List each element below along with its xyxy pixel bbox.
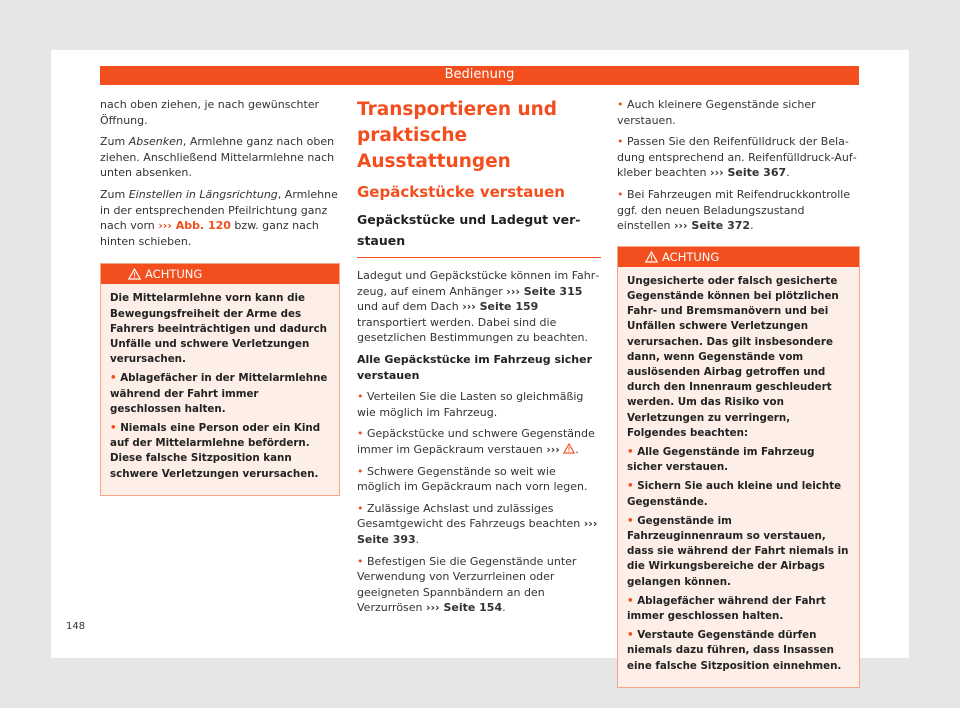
figure-link[interactable]: ››› Abb. 120: [158, 219, 231, 233]
column-left: [100, 97, 340, 496]
paragraph: Ladegut und Gepäckstücke können im Fahrzeug, auf einem Anhänger ››› Seite 315 und auf dem Dach ››› Seite 159 transportiert werden. Dabei sind die gesetzlichen Bestimmungen zu beachten.: [357, 269, 600, 345]
warning-bullet: • Ablagefächer während der Fahrt immer geschlossen halten.: [627, 594, 826, 623]
document-page: [51, 50, 909, 672]
warning-title: ACHTUNG: [662, 249, 720, 264]
warning-bullet: • Niemals eine Person oder ein Kind auf der Mittelarmlehne befördern. Diese falsche Sitzposition kann schwere Verletzungen verursachen.: [110, 421, 321, 480]
page-link[interactable]: ››› Seite 367: [710, 166, 787, 180]
list-item: • Verteilen Sie die Lasten so gleichmäßig wie möglich im Fahrzeug.: [357, 390, 584, 419]
subsection-heading: Gepäckstücke und Ladegut verstauen: [357, 209, 601, 258]
column-middle: [357, 97, 601, 622]
page-link[interactable]: ››› Seite 159: [462, 300, 539, 314]
list-item: • Zulässige Achslast und zulässiges Gesamtgewicht des Fahrzeugs beachten ››› Seite 393.: [357, 501, 598, 546]
warning-title: ACHTUNG: [145, 267, 203, 282]
page-number: 148: [66, 621, 86, 632]
warning-bullet: • Ablagefächer in der Mittelarmlehne während der Fahrt immer geschlossen halten.: [110, 372, 328, 415]
warning-triangle-icon[interactable]: [563, 443, 575, 454]
list-item: • Bei Fahrzeugen mit Reifendruckkontrolle ggf. den neuen Beladungszustand einstellen ››› Seite 372.: [617, 187, 851, 233]
section-header-bar: [100, 66, 859, 85]
section-heading: Gepäckstücke verstauen: [357, 183, 565, 201]
warning-triangle-icon: [128, 268, 141, 280]
subheading: Alle Gepäckstücke im Fahrzeug sicher verstauen: [357, 352, 592, 382]
list-item: • Passen Sie den Reifenfülldruck der Beladung entsprechend an. Reifenfülldruck-Aufkleber beachten ››› Seite 367.: [617, 135, 857, 180]
list-item: • Auch kleinere Gegenstände sicher verstauen.: [617, 98, 816, 127]
warning-bullet: • Alle Gegenstände im Fahrzeug sicher verstauen.: [627, 445, 815, 474]
page-link[interactable]: ›››: [546, 442, 560, 456]
warning-bullet: • Sichern Sie auch kleine und leichte Gegenstände.: [627, 480, 842, 508]
list-item: • Befestigen Sie die Gegenstände unter Verwendung von Verzurrleinen oder geeigneten Spannbändern an den Verzurrösen ››› Seite 154.: [357, 554, 577, 615]
warning-body: [618, 267, 859, 687]
list-item: • Gepäckstücke und schwere Gegenstände immer im Gepäckraum verstauen ››› .: [357, 427, 595, 456]
paragraph: nach oben ziehen, je nach gewünschter Öffnung.: [100, 98, 320, 127]
warning-header: [618, 247, 859, 267]
paragraph: Zum Absenken, Armlehne ganz nach oben ziehen. Anschließend Mittelarmlehne nach unten absenken.: [100, 135, 335, 180]
list-item: • Schwere Gegenstände so weit wie möglich im Gepäckraum nach vorn legen.: [357, 464, 588, 494]
warning-header: [101, 264, 339, 284]
warning-bullet: • Verstaute Gegenstände dürfen niemals dazu führen, dass Insassen eine falsche Sitzposition einnehmen.: [627, 629, 842, 672]
warning-triangle-icon: [645, 251, 658, 263]
chapter-heading: Transportieren und praktische Ausstattungen: [357, 99, 558, 172]
warning-text: Ungesicherte oder falsch gesicherte Gegenstände können bei plötzlichen Fahr- und Bremsmanövern und bei Unfällen schwere Verletzungen verursachen. Das gilt insbesondere dann, wenn Gegenstände vom auslösenden Airbag getroffen und durch den Innenraum geschleudert werden. Um das Risiko von Verletzungen zu verringern, Folgendes beachten:: [627, 274, 839, 439]
page-link[interactable]: ››› Seite 154: [426, 601, 503, 615]
page-link[interactable]: ››› Seite 372: [673, 219, 751, 233]
warning-text: Die Mittelarmlehne vorn kann die Bewegungsfreiheit der Arme des Fahrers beeinträchtigen und dadurch Unfälle und schwere Verletzungen verursachen.: [110, 292, 328, 366]
page-link[interactable]: ››› Seite 315: [506, 284, 583, 298]
paragraph: Zum Einstellen in Längsrichtung, Armlehne in der entsprechenden Pfeilrichtung ganz nach vorn ››› Abb. 120 bzw. ganz nach hinten schieben.: [100, 187, 338, 248]
column-right: [617, 97, 860, 688]
warning-box: [617, 246, 860, 688]
page-link[interactable]: ››› Seite 393: [357, 517, 598, 546]
warning-box: [100, 263, 340, 495]
warning-body: [101, 284, 339, 494]
warning-bullet: • Gegenstände im Fahrzeuginnenraum so verstauen, dass sie während der Fahrt niemals in die Wirkungsbereiche der Airbags gelangen können.: [627, 514, 849, 588]
section-title: Bedienung: [444, 67, 515, 82]
